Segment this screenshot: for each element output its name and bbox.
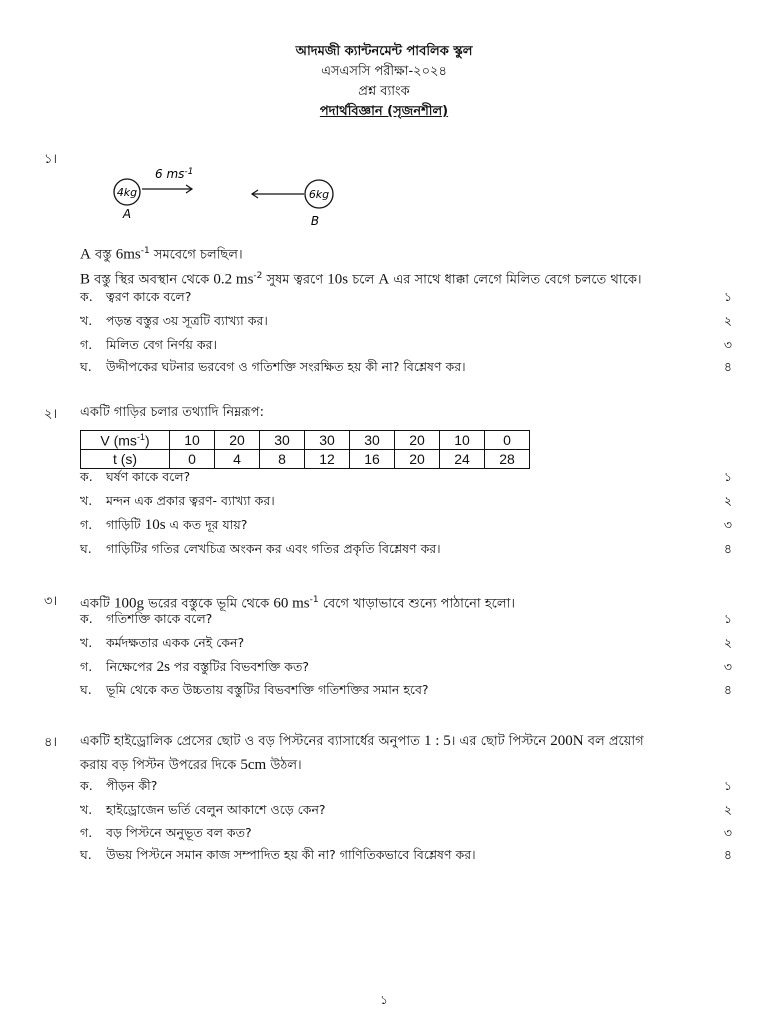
question-4-sub-kha: খ. হাইড্রোজেন ভর্তি বেলুন আকাশে ওড়ে কেন? ২	[80, 802, 732, 817]
question-3-sub-gha: ঘ. ভূমি থেকে কত উচ্চতায় বস্তুটির বিভবশক্তি গতিশক্তির সমান হবে? ৪	[80, 682, 732, 697]
velocity-cell: 20	[395, 431, 440, 450]
question-1-sub-kha: খ. পড়ন্ত বস্তুর ৩য় সূত্রটি ব্যাখ্যা কর। ২	[80, 313, 732, 328]
question-4-number: ৪।	[44, 735, 58, 750]
velocity-cell: 10	[170, 431, 215, 450]
time-row-header: t (s)	[81, 450, 170, 469]
question-1-stem-line-2: B বস্তু স্থির অবস্থান থেকে 0.2 $ms^{-2}$ সুষম ত্বরণে 10s চলে A এর সাথে ধাক্কা লেগে মিলিত বেগে চলতে থাকে।	[80, 271, 642, 288]
time-cell: 12	[305, 450, 350, 469]
velocity-row	[81, 431, 530, 450]
question-2-sub-ga: গ. গাড়িটি 10s এ কত দূর যায়? ৩	[80, 517, 732, 533]
question-1-sub-ga: গ. মিলিত বেগ নির্ণয় কর। ৩	[80, 337, 732, 352]
question-bank-label: প্রশ্ন ব্যাংক	[358, 84, 410, 99]
time-cell: 0	[170, 450, 215, 469]
page-number: ১	[380, 993, 388, 1007]
velocity-cell: 10	[440, 431, 485, 450]
velocity-cell: 20	[215, 431, 260, 450]
ball-b-mass: 6kg	[308, 188, 330, 201]
ball-a-label: A	[122, 207, 132, 221]
question-3-sub-ka: ক. গতিশক্তি কাকে বলে? ১	[80, 611, 732, 626]
exam-name: এসএসসি পরীক্ষা-২০২৪	[321, 64, 447, 79]
velocity-time-table	[80, 430, 530, 469]
question-4-sub-ka: ক. পীড়ন কী? ১	[80, 778, 732, 793]
question-3-sub-kha: খ. কর্মদক্ষতার একক নেই কেন? ২	[80, 635, 732, 650]
question-4-stem-line-2: করায় বড় পিস্টন উপরের দিকে 5cm উঠল।	[80, 757, 302, 773]
time-cell: 28	[485, 450, 530, 469]
velocity-row-header: V $(ms^{-1})$	[81, 431, 170, 450]
page-header	[0, 42, 768, 122]
question-1-sub-gha: ঘ. উদ্দীপকের ঘটনার ভরবেগ ও গতিশক্তি সংরক্ষিত হয় কী না? বিশ্লেষণ কর। ৪	[80, 359, 732, 374]
velocity-label: 6 $ms^{-1}$	[155, 167, 194, 181]
subject-title: পদার্থবিজ্ঞান (সৃজনশীল)	[319, 104, 449, 119]
question-1-stem-line-1: A বস্তু $6ms^{-1}$ সমবেগে চলছিল।	[80, 246, 243, 263]
question-4-stem-line-1: একটি হাইড্রোলিক প্রেসের ছোট ও বড় পিস্টনের ব্যাসার্ধের অনুপাত 1 : 5। এর ছোট পিস্টনে 200N বল প্রয়োগ	[80, 733, 644, 749]
time-cell: 24	[440, 450, 485, 469]
question-1-number: ১।	[44, 152, 58, 167]
question-2-sub-kha: খ. মন্দন এক প্রকার ত্বরণ- ব্যাখ্যা কর। ২	[80, 493, 732, 508]
school-name: আদমজী ক্যান্টনমেন্ট পাবলিক স্কুল	[295, 44, 473, 59]
time-cell: 8	[260, 450, 305, 469]
question-2-sub-ka: ক. ঘর্ষণ কাকে বলে? ১	[80, 469, 732, 484]
question-3-sub-ga: গ. নিক্ষেপের 2s পর বস্তুটির বিভবশক্তি কত? ৩	[80, 659, 732, 675]
velocity-cell: 30	[305, 431, 350, 450]
velocity-cell: 30	[350, 431, 395, 450]
time-cell: 20	[395, 450, 440, 469]
question-2-number: ২।	[44, 407, 58, 422]
question-4-sub-gha: ঘ. উভয় পিস্টনে সমান কাজ সম্পাদিত হয় কী না? গাণিতিকভাবে বিশ্লেষণ কর। ৪	[80, 847, 732, 862]
question-2-stem: একটি গাড়ির চলার তথ্যাদি নিম্নরূপ:	[80, 405, 264, 420]
time-cell: 16	[350, 450, 395, 469]
ball-b-label: B	[310, 214, 320, 228]
velocity-cell: 0	[485, 431, 530, 450]
question-3-number: ৩।	[44, 594, 58, 609]
question-1-sub-ka: ক. ত্বরণ কাকে বলে? ১	[80, 289, 732, 304]
question-3-stem: একটি 100g ভরের বস্তুকে ভূমি থেকে 60 $ms^{-1}$ বেগে খাড়াভাবে শুন্যে পাঠানো হলো।	[80, 595, 515, 612]
velocity-cell: 30	[260, 431, 305, 450]
time-row	[81, 450, 530, 469]
question-2-sub-gha: ঘ. গাড়িটির গতির লেখচিত্র অংকন কর এবং গতির প্রকৃতি বিশ্লেষণ কর। ৪	[80, 541, 732, 556]
time-cell: 4	[215, 450, 260, 469]
question-4-sub-ga: গ. বড় পিস্টনে অনুভূত বল কত? ৩	[80, 825, 732, 840]
collision-diagram	[100, 158, 380, 234]
ball-a-mass: 4kg	[116, 186, 138, 199]
